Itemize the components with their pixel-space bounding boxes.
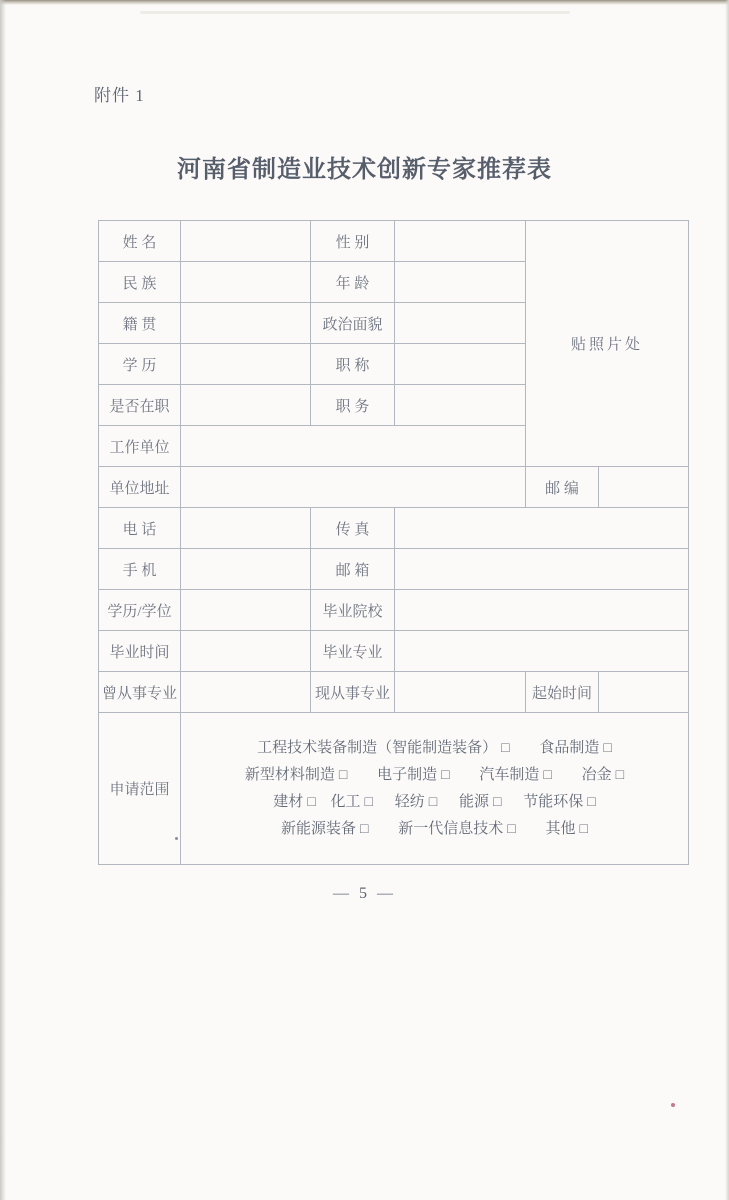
native-place-label: 籍 贯	[99, 303, 181, 344]
graduation-major-label: 毕业专业	[311, 631, 395, 672]
scope-option-label: 冶金	[581, 766, 612, 783]
degree-label: 学历/学位	[99, 590, 181, 631]
scope-option	[523, 794, 595, 810]
checkbox-icon: □	[307, 794, 316, 810]
scope-line-4	[181, 816, 688, 843]
scope-option-label: 新型材料制造	[244, 766, 335, 783]
application-scope-label: 申请范围	[99, 713, 181, 865]
phone-label: 电 话	[99, 508, 181, 549]
scope-option-label: 节能环保	[523, 793, 584, 810]
scope-option	[257, 740, 509, 756]
scope-option	[273, 794, 315, 810]
scope-option	[479, 767, 551, 783]
scope-option	[377, 767, 449, 783]
position-value-cell	[395, 385, 526, 426]
ethnicity-value-cell	[181, 262, 311, 303]
scope-option	[546, 821, 588, 837]
gender-value-cell	[395, 221, 526, 262]
graduation-major-value-cell	[395, 631, 689, 672]
phone-value-cell	[181, 508, 311, 549]
scope-line-3	[181, 789, 688, 816]
postal-code-value-cell	[599, 467, 689, 508]
checkbox-icon: □	[441, 767, 450, 783]
professional-title-label: 职 称	[311, 344, 395, 385]
row-professions	[99, 672, 689, 713]
checkbox-icon: □	[493, 794, 502, 810]
checkbox-icon: □	[615, 767, 625, 783]
scope-option-label: 新一代信息技术	[398, 820, 504, 837]
start-time-value-cell	[599, 672, 689, 713]
scope-option-label: 食品制造	[539, 739, 600, 756]
application-scope-options	[181, 713, 689, 865]
checkbox-icon: □	[428, 794, 438, 810]
former-profession-value-cell	[181, 672, 311, 713]
attachment-label: 附件 1	[94, 86, 145, 105]
scope-option	[245, 767, 347, 783]
employed-value-cell	[181, 385, 311, 426]
scope-option-label: 轻纺	[394, 793, 425, 810]
graduation-time-value-cell	[181, 631, 311, 672]
degree-value-cell	[181, 590, 311, 631]
scan-smudge	[140, 11, 570, 14]
professional-title-value-cell	[395, 344, 526, 385]
scope-line-2	[181, 762, 688, 789]
email-label: 邮 箱	[311, 549, 395, 590]
scan-speck-pink	[671, 1103, 675, 1107]
scope-line-1	[181, 735, 688, 762]
scope-option	[539, 740, 611, 756]
unit-address-label: 单位地址	[99, 467, 181, 508]
mobile-label: 手 机	[99, 549, 181, 590]
ethnicity-label: 民 族	[99, 262, 181, 303]
email-value-cell	[395, 549, 689, 590]
position-label: 职 务	[311, 385, 395, 426]
postal-code-label: 邮 编	[526, 467, 599, 508]
graduation-time-label: 毕业时间	[99, 631, 181, 672]
scope-option-label: 新能源装备	[281, 820, 357, 837]
row-gradtime-major	[99, 631, 689, 672]
scope-option-label: 工程技术装备制造（智能制造装备）	[257, 739, 498, 756]
education-value-cell	[181, 344, 311, 385]
scope-option	[281, 821, 368, 837]
gender-label: 性 别	[311, 221, 395, 262]
scope-option	[331, 794, 373, 810]
checkbox-icon: □	[603, 740, 612, 756]
scope-option	[459, 794, 501, 810]
row-application-scope	[99, 713, 689, 865]
scope-option-label: 能源	[459, 793, 490, 810]
political-status-label: 政治面貌	[311, 303, 395, 344]
political-status-value-cell	[395, 303, 526, 344]
work-unit-label: 工作单位	[99, 426, 181, 467]
row-name-gender	[99, 221, 689, 262]
scope-option-label: 其他	[545, 820, 576, 837]
native-place-value-cell	[181, 303, 311, 344]
scope-option-label: 化工	[330, 793, 361, 810]
fax-value-cell	[395, 508, 689, 549]
scope-option	[398, 821, 515, 837]
row-degree-school	[99, 590, 689, 631]
row-unit-address	[99, 467, 689, 508]
current-profession-label: 现从事专业	[311, 672, 395, 713]
photo-area: 贴照片处	[526, 221, 689, 467]
page-number: — 5 —	[333, 885, 396, 902]
name-label: 姓 名	[99, 221, 181, 262]
checkbox-icon: □	[507, 821, 516, 837]
checkbox-icon: □	[587, 794, 596, 810]
checkbox-icon: □	[360, 821, 369, 837]
checkbox-icon: □	[501, 740, 510, 756]
age-label: 年 龄	[311, 262, 395, 303]
row-mobile-email	[99, 549, 689, 590]
checkbox-icon: □	[579, 821, 588, 837]
former-profession-label: 曾从事专业	[99, 672, 181, 713]
graduate-school-label: 毕业院校	[311, 590, 395, 631]
age-value-cell	[395, 262, 526, 303]
scope-option-label: 电子制造	[377, 766, 438, 783]
checkbox-icon: □	[338, 767, 348, 783]
current-profession-value-cell	[395, 672, 526, 713]
employed-label: 是否在职	[99, 385, 181, 426]
checkbox-icon: □	[364, 794, 374, 810]
mobile-value-cell	[181, 549, 311, 590]
unit-address-value-cell	[181, 467, 526, 508]
form-title: 河南省制造业技术创新专家推荐表	[177, 156, 552, 183]
scope-option-label: 建材	[273, 793, 304, 810]
fax-label: 传 真	[311, 508, 395, 549]
graduate-school-value-cell	[395, 590, 689, 631]
row-phone-fax	[99, 508, 689, 549]
scope-option	[395, 794, 437, 810]
checkbox-icon: □	[543, 767, 552, 783]
scan-edge-top	[0, 0, 729, 5]
start-time-label: 起始时间	[526, 672, 599, 713]
recommendation-form-table	[98, 220, 689, 865]
education-label: 学 历	[99, 344, 181, 385]
scope-option	[582, 767, 624, 783]
work-unit-value-cell	[181, 426, 526, 467]
scope-option-label: 汽车制造	[479, 766, 540, 783]
name-value-cell	[181, 221, 311, 262]
